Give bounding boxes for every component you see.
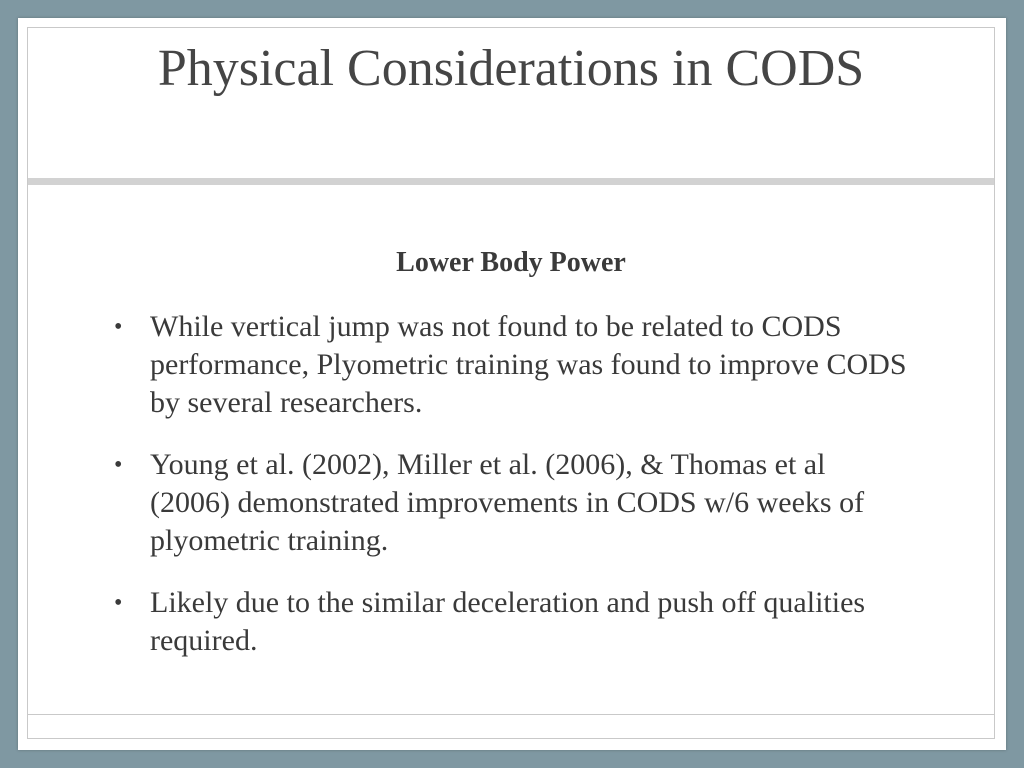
bullet-icon: • [114,452,123,478]
bullet-item [110,308,910,422]
footer-divider [28,714,994,715]
bullet-item [110,446,910,560]
bullet-item [110,584,910,660]
section-heading: Lower Body Power [396,247,626,278]
bullet-text: Young et al. (2002), Miller et al. (2006), & Thomas et al (2006) demonstrated improvements in CODS w/6 weeks of plyometric training. [150,448,865,557]
slide-title: Physical Considerations in CODS [157,40,865,97]
slide [18,18,1006,750]
bullet-text: Likely due to the similar deceleration and push off qualities required. [150,586,866,657]
bullet-list [110,308,910,684]
bullet-icon: • [114,314,123,340]
bullet-icon: • [114,590,123,616]
bullet-text: While vertical jump was not found to be related to CODS performance, Plyometric training was found to improve CODS by several researchers. [150,310,907,419]
title-divider [28,178,994,185]
